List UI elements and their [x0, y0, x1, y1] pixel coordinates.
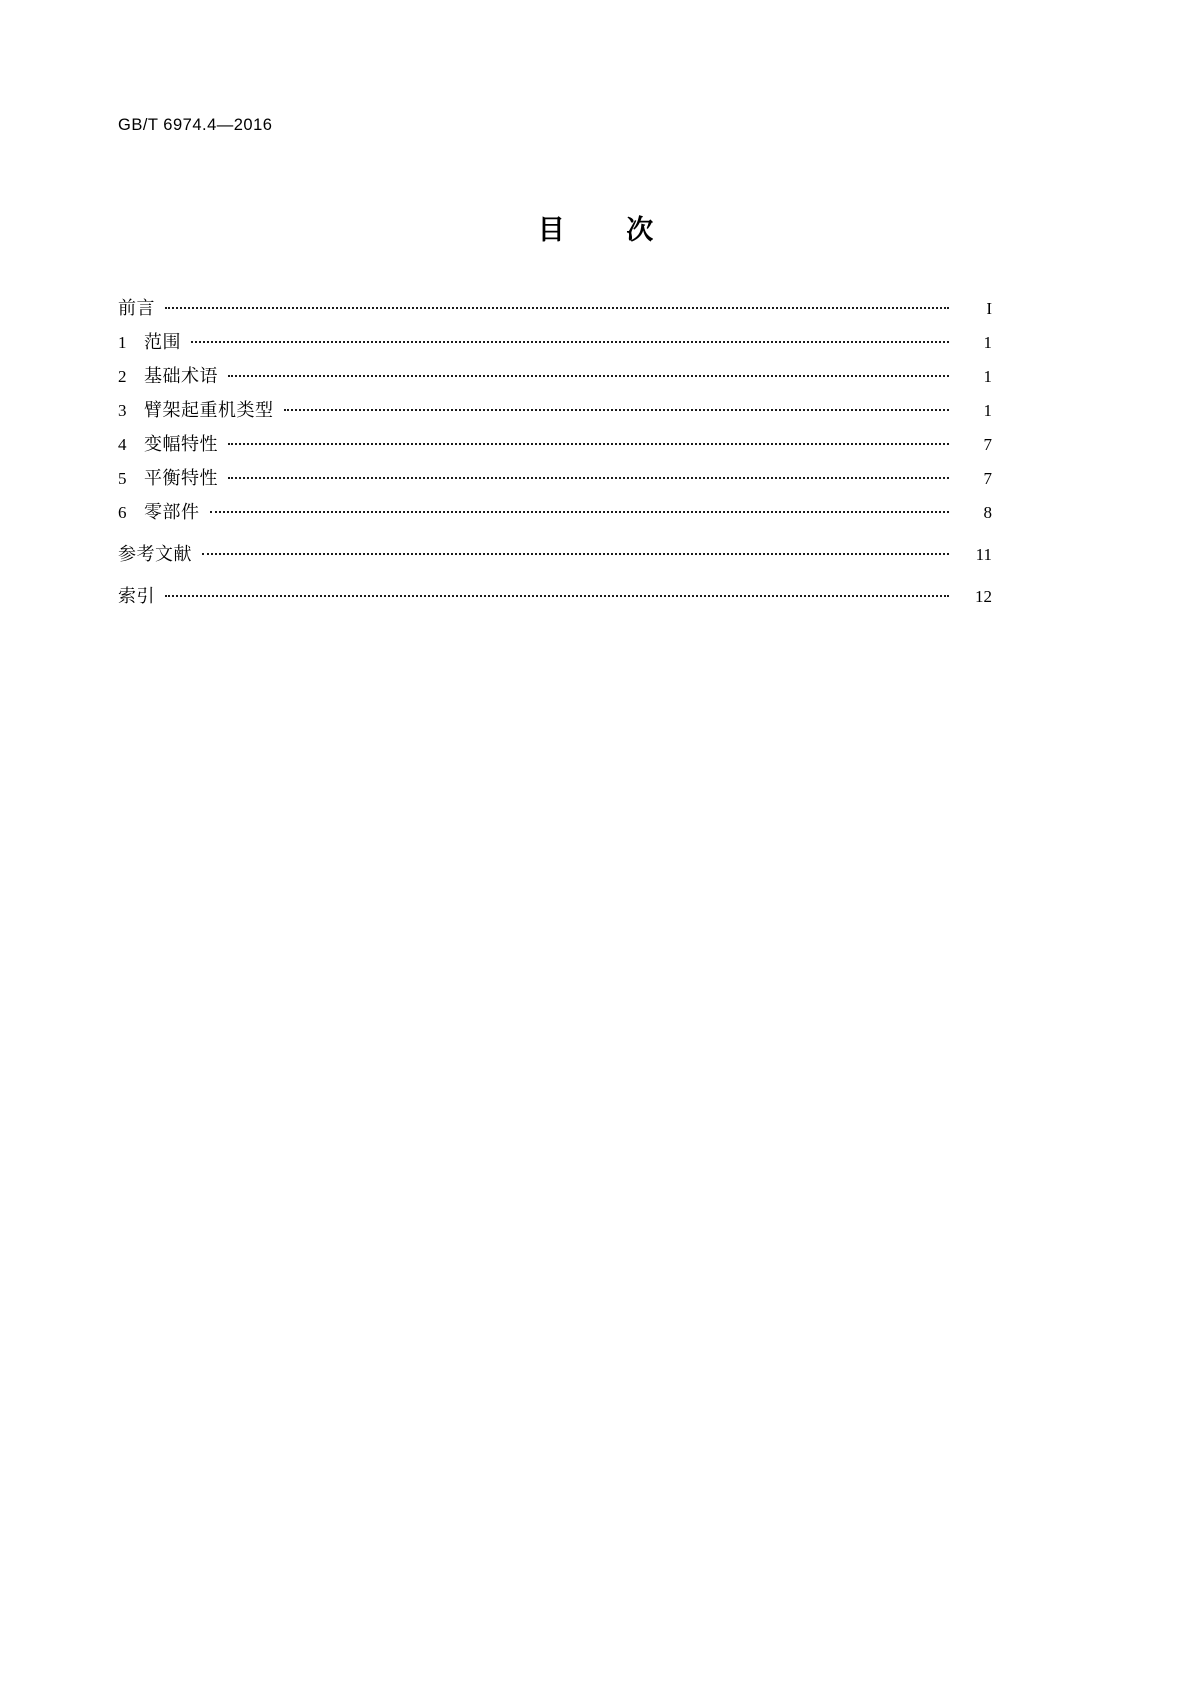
- toc-leader-dots: [210, 500, 950, 518]
- toc-leader-dots: [165, 296, 949, 314]
- toc-entry-page: 1: [983, 333, 992, 352]
- toc-entry-number: 2: [118, 367, 127, 386]
- toc-leader-dots: [202, 542, 949, 560]
- toc-entry-number: 5: [118, 469, 127, 488]
- toc-leader-dots: [191, 330, 949, 348]
- page-title: 目 次: [537, 215, 680, 246]
- toc-entry-label: 变幅特性: [144, 434, 218, 455]
- toc-entry-label: 零部件: [144, 502, 200, 523]
- toc-entry-page: I: [986, 299, 992, 318]
- toc-entry-label: 索引: [118, 586, 155, 607]
- toc-leader-dots: [284, 398, 950, 416]
- toc-leader-dots: [228, 466, 949, 484]
- toc-entry-jib-crane-types[interactable]: [118, 398, 992, 432]
- toc-entry-page: 7: [983, 469, 992, 488]
- standard-code-header: GB/T 6974.4—2016: [118, 116, 273, 134]
- toc-entry-label: 前言: [118, 298, 155, 319]
- toc-entry-page: 1: [983, 367, 992, 386]
- toc-entry-number: 1: [118, 333, 127, 352]
- toc-entry-label: 臂架起重机类型: [144, 400, 274, 421]
- toc-entry-label: 范围: [144, 332, 181, 353]
- toc-entry-page: 8: [983, 503, 992, 522]
- toc-entry-page: 1: [983, 401, 992, 420]
- toc-entry-number: 3: [118, 401, 127, 420]
- toc-entry-label: 基础术语: [144, 366, 218, 387]
- toc-entry-scope[interactable]: [118, 330, 992, 364]
- toc-entry-page: 11: [975, 545, 992, 564]
- toc-entry-index[interactable]: [118, 584, 992, 618]
- toc-entry-balance-characteristics[interactable]: [118, 466, 992, 500]
- toc-entry-components[interactable]: [118, 500, 992, 534]
- toc-leader-dots: [165, 584, 949, 602]
- toc-entry-luffing-characteristics[interactable]: [118, 432, 992, 466]
- toc-leader-dots: [228, 364, 949, 382]
- toc-entry-number: 4: [118, 435, 127, 454]
- table-of-contents: [118, 296, 992, 618]
- toc-entry-number: 6: [118, 503, 127, 522]
- toc-entry-references[interactable]: [118, 542, 992, 576]
- toc-entry-page: 12: [975, 587, 992, 606]
- toc-entry-page: 7: [983, 435, 992, 454]
- toc-entry-label: 平衡特性: [144, 468, 218, 489]
- toc-entry-preface[interactable]: [118, 296, 992, 330]
- toc-entry-label: 参考文献: [118, 544, 192, 565]
- toc-entry-basic-terms[interactable]: [118, 364, 992, 398]
- toc-leader-dots: [228, 432, 949, 450]
